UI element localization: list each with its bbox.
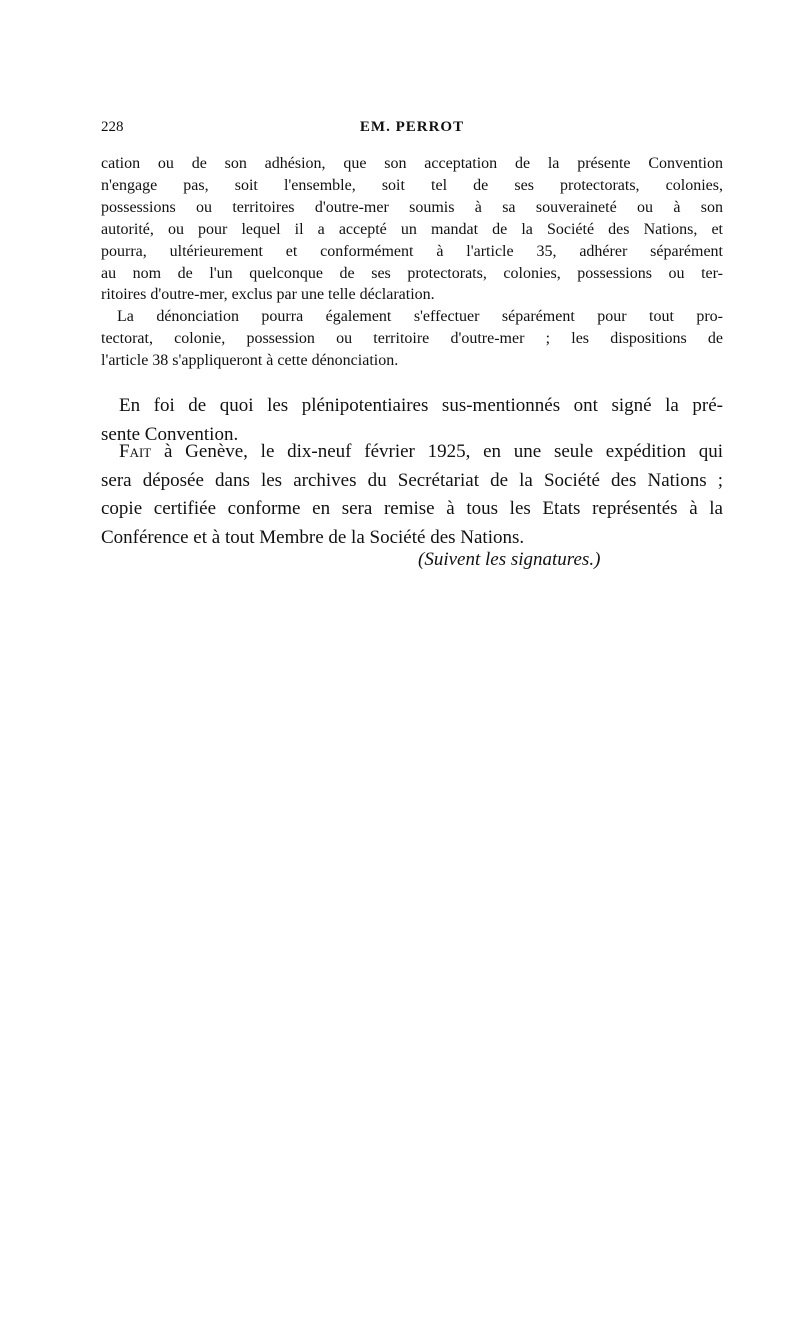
- text-line: autorité, ou pour lequel il a accepté un mandat de la Société des Nations, et: [101, 220, 723, 238]
- text-line: La dénonciation pourra également s'effectuer séparément pour tout pro-: [117, 308, 723, 325]
- lead-word: Fait: [119, 441, 152, 462]
- text-line: l'article 38 s'appliqueront à cette dénonciation.: [101, 351, 399, 369]
- paragraph-denunciation: [101, 306, 723, 372]
- text-line: copie certifiée conforme en sera remise à tous les Etats représentés à la: [101, 498, 723, 519]
- text-line: tectorat, colonie, possession ou territoire d'outre-mer ; les dispositions de: [101, 329, 723, 347]
- text-line: [101, 438, 723, 467]
- text-line: n'engage pas, soit l'ensemble, soit tel de ses protectorats, colonies,: [101, 176, 723, 194]
- text-line: sente Convention.: [101, 423, 239, 445]
- page-number: 228: [101, 119, 124, 135]
- text-line: possessions ou territoires d'outre-mer soumis à sa souveraineté ou à son: [101, 198, 723, 216]
- text-line: ritoires d'outre-mer, exclus par une telle déclaration.: [101, 286, 435, 304]
- text-line: En foi de quoi les plénipotentiaires sus-mentionnés ont signé la pré-: [119, 395, 723, 416]
- signature-note: (Suivent les signatures.): [418, 549, 601, 570]
- paragraph-done-at-geneva: [101, 438, 723, 552]
- paragraph-continued-ratification: [101, 153, 723, 306]
- running-head-author: EM. PERROT: [359, 119, 465, 135]
- text-line: pourra, ultérieurement et conformément à l'article 35, adhérer séparément: [101, 242, 723, 260]
- text-line: au nom de l'un quelconque de ses protectorats, colonies, possessions ou ter-: [101, 264, 723, 282]
- line-text: à Genève, le dix-neuf février 1925, en une seule expédition qui: [151, 441, 723, 462]
- running-head: [101, 119, 723, 139]
- text-line: sera déposée dans les archives du Secrétariat de la Société des Nations ;: [101, 469, 723, 491]
- text-line: Conférence et à tout Membre de la Société des Nations.: [101, 526, 525, 548]
- text-line: cation ou de son adhésion, que son acceptation de la présente Convention: [101, 155, 723, 172]
